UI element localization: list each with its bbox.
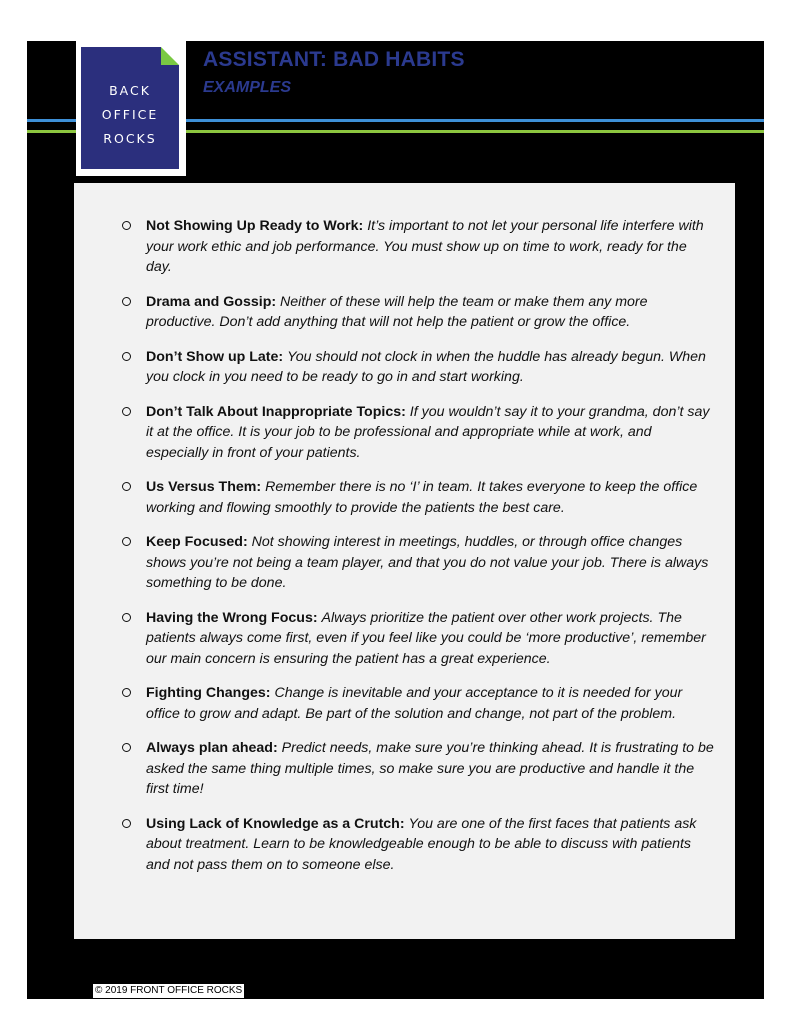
habit-description: Predict needs, make sure you’re thinking ahead. It is frustrating to be asked the same thing multiple times, so make sure you are productive and handle it the first time!	[146, 740, 714, 797]
circle-bullet-icon	[122, 352, 131, 361]
footer-copyright: © 2019 FRONT OFFICE ROCKS	[95, 985, 243, 996]
habit-title: Us Versus Them:	[146, 479, 262, 495]
habit-title: Always plan ahead:	[146, 740, 278, 756]
list-item	[74, 477, 735, 518]
habit-description: You are one of the first faces that patients ask about treatment. Learn to be knowledgeable enough to be able to discuss with patients and not pass them on to someone else.	[146, 815, 697, 873]
circle-bullet-icon	[122, 482, 131, 491]
list-item	[74, 738, 735, 800]
habit-title: Don’t Show up Late:	[146, 348, 284, 365]
habit-title: Not Showing Up Ready to Work:	[146, 218, 364, 234]
logo	[76, 41, 186, 176]
habit-description: Remember there is no ‘I’ in team. It takes everyone to keep the office working and flowing smoothly to provide the patients the best care.	[146, 479, 698, 516]
logo-line-2: OFFICE	[101, 107, 159, 122]
logo-text	[81, 79, 179, 151]
habit-text	[146, 347, 715, 388]
habit-list	[74, 216, 735, 889]
habit-text	[146, 683, 715, 724]
habit-description: Always prioritize the patient over other work projects. The patients always come first, even if you feel like you could be ‘more productive’, remember our main concern is ensuring the patient has a great experience.	[146, 609, 706, 667]
circle-bullet-icon	[122, 297, 131, 306]
content-panel	[74, 183, 735, 939]
circle-bullet-icon	[122, 407, 131, 416]
habit-text	[146, 532, 715, 594]
list-item	[74, 347, 735, 388]
habit-description: If you wouldn’t say it to your grandma, don’t say it at the office. It is your job to be professional and appropriate while at work, and especially in front of your patients.	[146, 403, 710, 461]
habit-text	[146, 814, 715, 876]
habit-text	[146, 738, 715, 800]
document-subtitle: EXAMPLES	[203, 79, 292, 96]
circle-bullet-icon	[122, 819, 131, 828]
list-item	[74, 683, 735, 724]
circle-bullet-icon	[122, 613, 131, 622]
habit-description: You should not clock in when the huddle has already begun. When you clock in you need to be ready to go in and start working.	[146, 348, 706, 385]
habit-text	[146, 608, 715, 670]
circle-bullet-icon	[122, 743, 131, 752]
list-item	[74, 532, 735, 594]
habit-text	[146, 477, 715, 518]
habit-text	[146, 216, 715, 278]
habit-text	[146, 292, 715, 333]
circle-bullet-icon	[122, 537, 131, 546]
logo-corner-fold	[161, 47, 179, 65]
habit-title: Fighting Changes:	[146, 685, 271, 701]
list-item	[74, 608, 735, 670]
list-item	[74, 402, 735, 464]
habit-title: Don’t Talk About Inappropriate Topics:	[146, 403, 406, 420]
list-item	[74, 292, 735, 333]
list-item	[74, 216, 735, 278]
habit-title: Keep Focused:	[146, 534, 248, 550]
logo-line-1: BACK	[109, 83, 151, 98]
habit-title: Having the Wrong Focus:	[146, 609, 318, 626]
habit-description: Change is inevitable and your acceptance to it is needed for your office to grow and adapt. Be part of the solution and change, not part of the problem.	[146, 685, 683, 722]
habit-title: Using Lack of Knowledge as a Crutch:	[146, 815, 405, 832]
habit-description: It’s important to not let your personal life interfere with your work ethic and job performance. You must show up on time to work, ready for the day.	[146, 218, 704, 275]
circle-bullet-icon	[122, 688, 131, 697]
habit-description: Not showing interest in meetings, huddles, or through office changes shows you’re not being a team player, and that you do not value your job. There is always something to be done.	[146, 534, 709, 591]
circle-bullet-icon	[122, 221, 131, 230]
document-title: ASSISTANT: BAD HABITS	[203, 48, 465, 71]
logo-line-3: ROCKS	[103, 131, 157, 146]
logo-badge	[81, 47, 179, 169]
habit-text	[146, 402, 715, 464]
habit-title: Drama and Gossip:	[146, 293, 277, 310]
habit-description: Neither of these will help the team or make them any more productive. Don’t add anything that will not help the patient or grow the office.	[146, 293, 648, 330]
list-item	[74, 814, 735, 876]
